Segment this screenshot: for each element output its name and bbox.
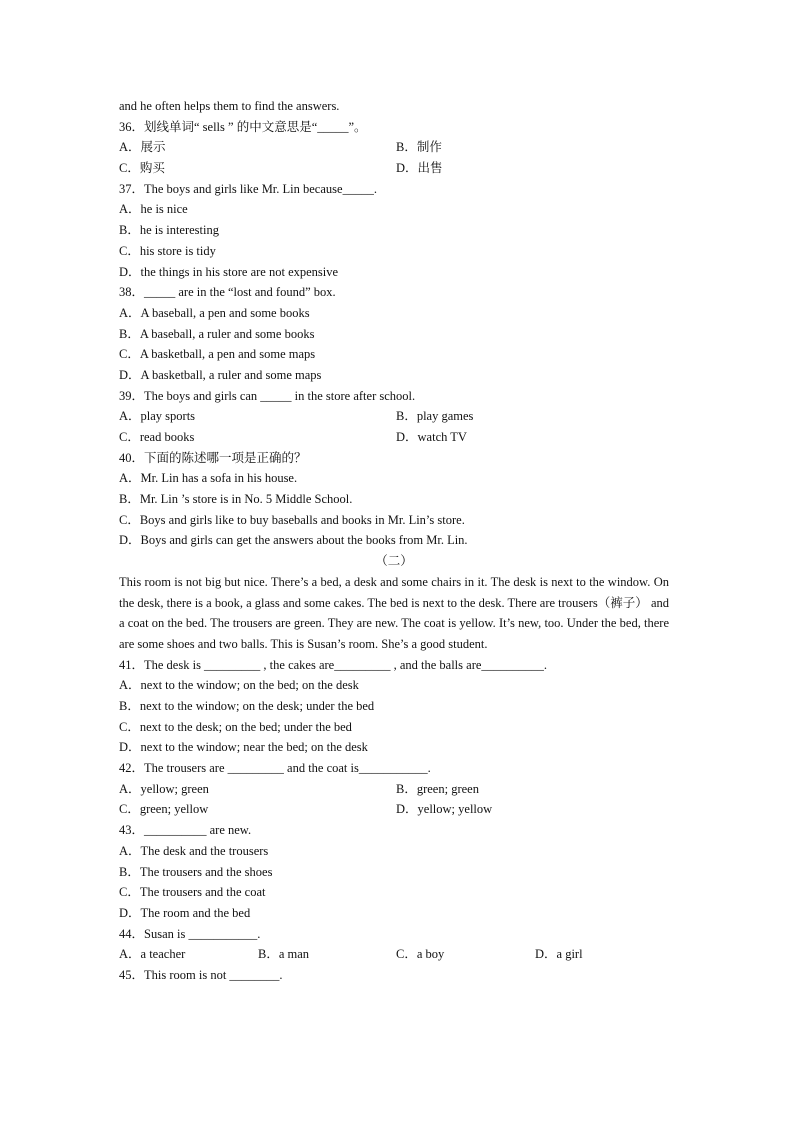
option-c: C．Boys and girls like to buy baseballs and books in Mr. Lin’s store.: [119, 512, 465, 527]
option-d: D．Boys and girls can get the answers about the books from Mr. Lin.: [119, 533, 468, 548]
question-41-stem: 41．The desk is _________ , the cakes are_________ , and the balls are__________.: [119, 657, 548, 672]
option-d: D．watch TV: [396, 430, 467, 444]
passage-tail: and he often helps them to find the answers.: [119, 99, 340, 113]
option-a: A．Mr. Lin has a sofa in his house.: [119, 471, 298, 486]
option-b: B．he is interesting: [119, 223, 219, 238]
section-title: （二）: [375, 554, 413, 569]
option-b: B．The trousers and the shoes: [119, 864, 273, 879]
reading-passage: This room is not big but nice. There’s a bed, a desk and some chairs in it. The desk is next to the window. On the desk, there is a book, a glass and some cakes. The bed is next to the desk. There are trousers（裤子） and a coat on the bed. The trousers are green. They are new. The coat is yellow. It’s new, too. Under the bed, there are some shoes and two balls. This is Susan’s room. She’s a good student.: [119, 574, 669, 651]
option-c: C．his store is tidy: [119, 243, 216, 258]
option-c: C．a boy: [396, 947, 445, 962]
question-36-options-row-1: [119, 137, 669, 158]
question-38-stem: 38．_____ are in the “lost and found” box.: [119, 285, 336, 300]
option-c: C．next to the desk; on the bed; under the bed: [119, 719, 352, 734]
question-37-stem: 37．The boys and girls like Mr. Lin because_____.: [119, 181, 377, 196]
option-b: B．play games: [396, 409, 474, 424]
option-a: A．yellow; green: [119, 781, 209, 796]
question-45-stem: 45．This room is not ________.: [119, 967, 283, 982]
option-d: D．出售: [396, 161, 443, 176]
option-a: A．The desk and the trousers: [119, 843, 269, 858]
option-d: D．a girl: [535, 947, 583, 962]
question-39-options-row-2: [119, 427, 669, 448]
question-36-stem: 36．划线单词“ sells ” 的中文意思是“_____”。: [119, 119, 367, 134]
option-c: C．购买: [119, 161, 165, 176]
exam-content: [119, 96, 669, 986]
option-b: B．A baseball, a ruler and some books: [119, 326, 315, 341]
option-c: C．read books: [119, 430, 195, 444]
option-d: D．yellow; yellow: [396, 802, 493, 817]
option-b: B．a man: [258, 947, 310, 962]
question-43-stem: 43．__________ are new.: [119, 823, 252, 838]
option-c: C．green; yellow: [119, 802, 209, 817]
option-b: B．next to the window; on the desk; under the bed: [119, 699, 375, 713]
option-a: A．展示: [119, 140, 166, 155]
option-b: B．Mr. Lin ’s store is in No. 5 Middle School.: [119, 492, 353, 507]
option-a: A．a teacher: [119, 947, 186, 962]
option-a: A．A baseball, a pen and some books: [119, 305, 310, 320]
option-d: D．A basketball, a ruler and some maps: [119, 367, 322, 382]
option-d: D．The room and the bed: [119, 905, 251, 920]
question-44-stem: 44．Susan is ___________.: [119, 926, 261, 941]
option-a: A．next to the window; on the bed; on the desk: [119, 678, 359, 693]
option-c: C．The trousers and the coat: [119, 885, 266, 900]
option-a: A．he is nice: [119, 202, 188, 217]
question-42-options-row-2: [119, 799, 669, 820]
question-42-options-row-1: [119, 779, 669, 800]
option-d: D．the things in his store are not expensive: [119, 264, 339, 279]
question-39-stem: 39．The boys and girls can _____ in the store after school.: [119, 388, 416, 403]
question-39-options-row-1: [119, 406, 669, 427]
question-44-options-row: [119, 944, 669, 965]
question-40-stem: 40．下面的陈述哪一项是正确的？: [119, 450, 307, 465]
option-a: A．play sports: [119, 409, 196, 424]
option-b: B．制作: [396, 140, 442, 155]
option-c: C．A basketball, a pen and some maps: [119, 347, 316, 362]
question-42-stem: 42．The trousers are _________ and the coat is___________.: [119, 761, 431, 776]
option-d: D．next to the window; near the bed; on the desk: [119, 740, 368, 755]
option-b: B．green; green: [396, 781, 479, 796]
question-36-options-row-2: [119, 158, 669, 179]
